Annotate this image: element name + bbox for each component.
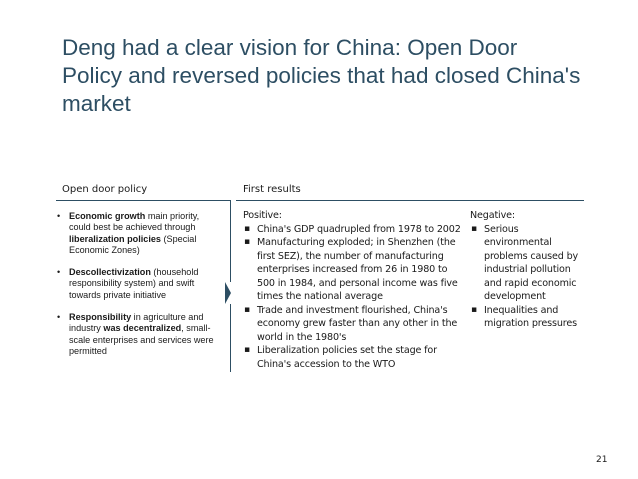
list-item: ▪ Liberalization policies set the stage for China's accession to the WTO xyxy=(243,344,461,371)
open-door-policy-list xyxy=(56,211,222,368)
slide-title: Deng had a clear vision for China: Open Door Policy and reversed policies that had closed China's market xyxy=(62,35,581,116)
positive-label: Positive: xyxy=(243,210,282,221)
negative-label: Negative: xyxy=(470,210,515,221)
list-item: ▪ China's GDP quadrupled from 1978 to 2002 xyxy=(243,223,461,237)
list-item: ▪ Inequalities and migration pressures xyxy=(470,304,582,331)
positive-results xyxy=(243,209,461,371)
column-divider-bottom xyxy=(230,304,231,372)
list-item: ▪ Manufacturing exploded; in Shenzhen (the first SEZ), the number of manufacturing enterprises increased from 26 in 1980 to 500 in 1984, and personal income was five times the national average xyxy=(243,236,461,304)
list-item: ▪ Trade and investment flourished, China's economy grew faster than any other in the world in the 1980's xyxy=(243,304,461,345)
negative-results xyxy=(470,209,582,331)
right-column-heading: First results xyxy=(243,184,301,195)
right-heading-rule xyxy=(236,200,584,201)
page-number: 21 xyxy=(596,455,608,465)
list-item: • Economic growth main priority, could best be achieved through liberalization policies (Special Economic Zones) xyxy=(56,211,222,256)
list-item: • Descollectivization (household responsibility system) and swift towards private initiative xyxy=(56,267,222,301)
column-divider-top xyxy=(230,200,231,282)
left-heading-rule xyxy=(56,200,231,201)
list-item: ▪ Serious environmental problems caused by industrial pollution and rapid economic development xyxy=(470,223,582,304)
list-item: • Responsibility in agriculture and industry was decentralized, small-scale enterprises and services were permitted xyxy=(56,312,222,357)
arrow-right-icon xyxy=(225,282,231,304)
left-column-heading: Open door policy xyxy=(62,184,148,195)
